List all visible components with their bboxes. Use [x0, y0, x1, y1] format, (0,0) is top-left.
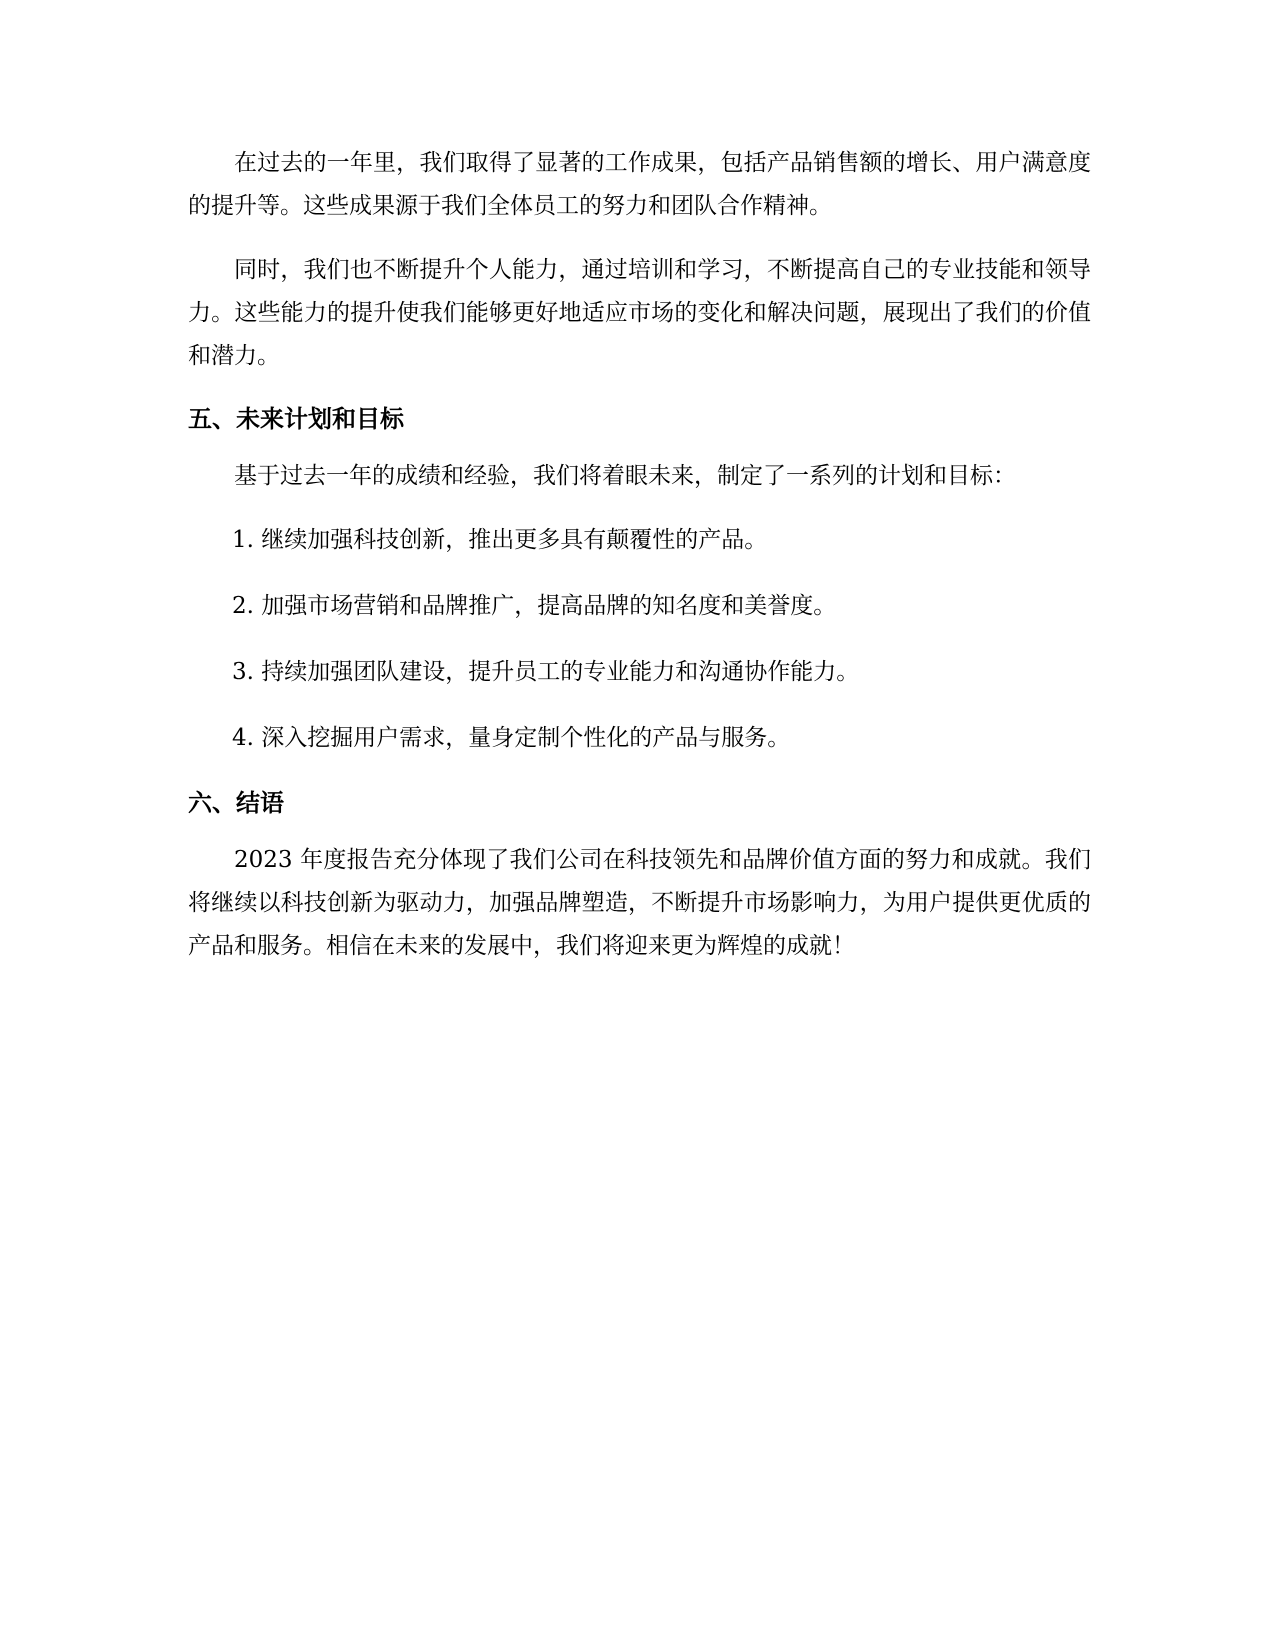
- list-item: 3. 持续加强团队建设，提升员工的专业能力和沟通协作能力。: [232, 659, 860, 685]
- document-body: [188, 142, 1091, 989]
- list-item: 1. 继续加强科技创新，推出更多具有颠覆性的产品。: [232, 527, 768, 553]
- section-heading-conclusion: 六、结语: [188, 789, 284, 817]
- paragraph-abilities: 同时，我们也不断提升个人能力，通过培训和学习，不断提高自己的专业技能和领导力。这些能力的提升使我们能够更好地适应市场的变化和解决问题，展现出了我们的价值和潜力。: [188, 257, 1091, 369]
- paragraph-achievements: 在过去的一年里，我们取得了显著的工作成果，包括产品销售额的增长、用户满意度的提升等。这些成果源于我们全体员工的努力和团队合作精神。: [188, 150, 1091, 219]
- list-item: 4. 深入挖掘用户需求，量身定制个性化的产品与服务。: [232, 725, 791, 751]
- section-heading-future-plans: 五、未来计划和目标: [188, 405, 404, 433]
- paragraph-plans-intro: 基于过去一年的成绩和经验，我们将着眼未来，制定了一系列的计划和目标：: [234, 463, 1016, 489]
- paragraph-conclusion: 2023 年度报告充分体现了我们公司在科技领先和品牌价值方面的努力和成就。我们将继续以科技创新为驱动力，加强品牌塑造，不断提升市场影响力，为用户提供更优质的产品和服务。相信在未来的发展中，我们将迎来更为辉煌的成就！: [188, 847, 1091, 959]
- list-item: 2. 加强市场营销和品牌推广，提高品牌的知名度和美誉度。: [232, 593, 837, 619]
